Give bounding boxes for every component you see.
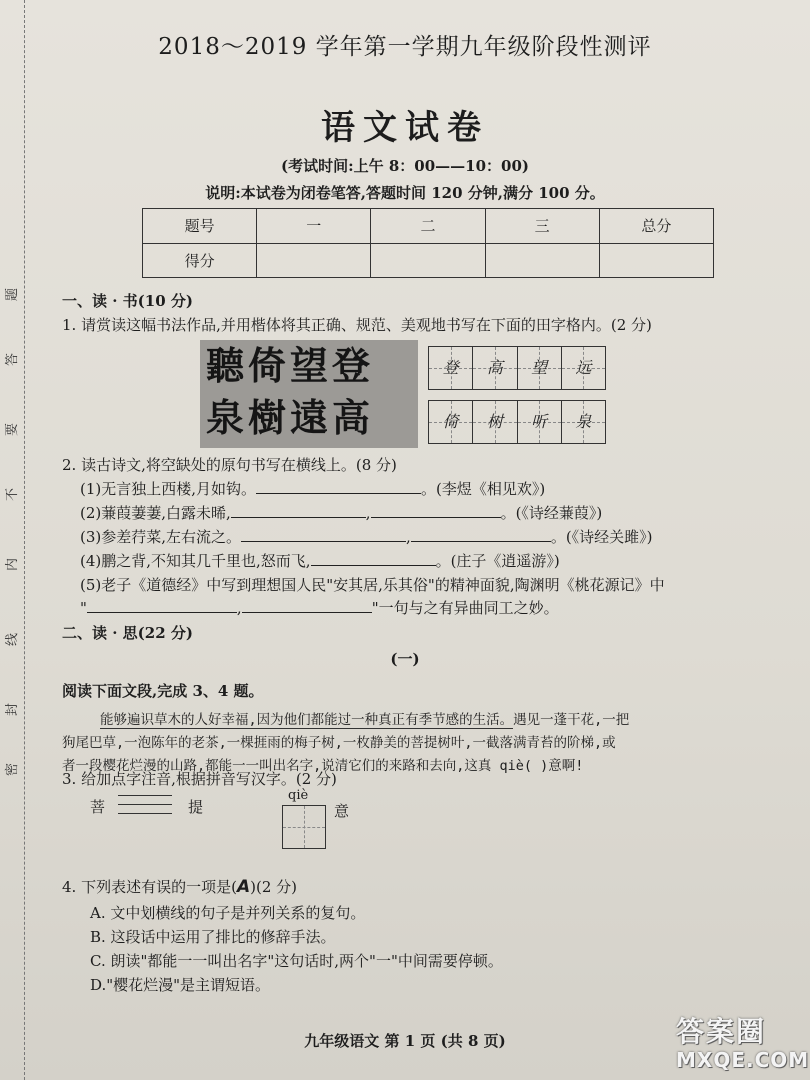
handwritten-char: 远 — [575, 358, 592, 377]
q2-2-suffix: 。(《诗经蒹葭》) — [500, 504, 603, 522]
question-4 — [62, 876, 297, 897]
margin-char: 要 — [5, 422, 21, 437]
question-2-1 — [80, 478, 545, 499]
handwritten-char: 高 — [486, 358, 503, 377]
option-c: C. 朗读"都能一一叫出名字"这句话时,两个"一"中间需要停顿。 — [90, 952, 503, 970]
watermark-line: 答案圈 — [676, 1015, 767, 1048]
answer-blank[interactable] — [87, 598, 237, 613]
tianzige-grid-row2[interactable] — [428, 400, 606, 444]
q4-prefix: 4. 下列表述有误的一项是( — [62, 878, 237, 896]
handwritten-char: 听 — [531, 412, 548, 431]
handwritten-answer: A — [236, 877, 251, 897]
score-table — [142, 208, 714, 278]
reading-instruction: 阅读下面文段,完成 3、4 题。 — [62, 682, 264, 700]
calligraphy-row: 泉樹遠高 — [206, 395, 375, 440]
handwritten-char: 泉 — [575, 412, 592, 431]
calligraphy-artwork — [200, 340, 418, 448]
q2-4-prefix: (4)鹏之背,不知其几千里也,怒而飞, — [80, 552, 311, 570]
answer-blank[interactable] — [242, 598, 372, 613]
exam-title: 2018～2019 学年第一学期九年级阶段性测评 — [158, 34, 652, 60]
margin-char: 密 — [5, 762, 21, 777]
q2-2-sep: , — [365, 504, 371, 522]
q3-char-ti: 提 — [188, 798, 204, 816]
score-cell[interactable] — [371, 243, 485, 278]
pinyin-lines[interactable] — [118, 795, 172, 822]
answer-blank[interactable] — [256, 479, 421, 494]
q3-pinyin: qiè — [288, 788, 309, 803]
tianzige-cell[interactable] — [518, 347, 562, 389]
question-2-2 — [80, 502, 602, 523]
q2-3-sep: , — [406, 528, 411, 546]
part-heading: (一) — [390, 650, 420, 668]
q2-5-open: " — [80, 599, 87, 617]
passage-line: 狗尾巴草,一泡陈年的老茶,一棵捱雨的梅子树,一枚静美的菩提树叶,一截落满青苔的阶梯,或 — [62, 735, 616, 751]
score-header-cell: 题号 — [143, 209, 257, 244]
answer-blank[interactable] — [371, 503, 501, 518]
answer-blank[interactable] — [411, 527, 551, 542]
score-cell[interactable] — [257, 243, 371, 278]
handwritten-char: 树 — [486, 412, 503, 431]
tianzige-grid-row1[interactable] — [428, 346, 606, 390]
score-header-cell: 总分 — [599, 209, 713, 244]
handwritten-char: 望 — [531, 358, 548, 377]
tianzige-cell[interactable] — [429, 347, 473, 389]
option-a: A. 文中划横线的句子是并列关系的复句。 — [90, 904, 366, 922]
score-row-label: 得分 — [143, 243, 257, 278]
q2-5-suffix: "一句与之有异曲同工之妙。 — [371, 599, 559, 617]
margin-char: 线 — [5, 632, 21, 647]
tianzige-cell[interactable] — [473, 401, 517, 443]
q3-char-yi: 意 — [334, 802, 350, 820]
q2-1-suffix: 。(李煜《相见欢》) — [421, 480, 546, 498]
option-d: D."樱花烂漫"是主谓短语。 — [90, 976, 271, 994]
margin-char: 内 — [5, 557, 21, 572]
page-footer: 九年级语文 第 1 页 (共 8 页) — [304, 1032, 506, 1050]
question-2-5-line1: (5)老子《道德经》中写到理想国人民"安其居,乐其俗"的精神面貌,陶渊明《桃花源记》中 — [80, 576, 665, 594]
answer-blank[interactable] — [231, 503, 366, 518]
score-header-cell: 三 — [485, 209, 599, 244]
tianzige-answer-box[interactable] — [282, 805, 326, 849]
passage-line — [100, 708, 629, 728]
q2-3-suffix: 。(《诗经关雎》) — [550, 528, 653, 546]
handwritten-char: 倚 — [442, 412, 459, 431]
question-2-5-line2 — [80, 597, 559, 618]
question-3: 3. 给加点字注音,根据拼音写汉字。(2 分) — [62, 770, 337, 788]
answer-blank[interactable] — [241, 527, 406, 542]
q2-3-prefix: (3)参差荇菜,左右流之。 — [80, 528, 242, 546]
tianzige-cell[interactable] — [473, 347, 517, 389]
score-cell[interactable] — [599, 243, 713, 278]
q2-2-prefix: (2)蒹葭萋萋,白露未晞, — [80, 504, 231, 522]
exam-time: (考试时间:上午 8：00——10：00) — [280, 157, 529, 175]
exam-note: 说明:本试卷为闭卷笔答,答题时间 120 分钟,满分 100 分。 — [205, 184, 605, 202]
subject-title: 语文试卷 — [321, 108, 489, 148]
section2-title: 二、读 · 思(22 分) — [62, 624, 193, 642]
option-b: B. 这段话中运用了排比的修辞手法。 — [90, 928, 336, 946]
question-2: 2. 读古诗文,将空缺处的原句书写在横线上。(8 分) — [62, 456, 397, 474]
margin-char: 答 — [5, 352, 21, 367]
watermark-logo — [676, 1010, 810, 1074]
score-header-cell: 一 — [257, 209, 371, 244]
question-2-4 — [80, 550, 560, 571]
tianzige-cell[interactable] — [562, 347, 605, 389]
score-header-cell: 二 — [371, 209, 485, 244]
q4-suffix: )(2 分) — [250, 878, 297, 896]
margin-char: 封 — [5, 702, 21, 717]
tianzige-cell[interactable] — [429, 401, 473, 443]
score-cell[interactable] — [485, 243, 599, 278]
question-2-3 — [80, 526, 653, 547]
tianzige-cell[interactable] — [562, 401, 605, 443]
watermark-line: MXQE.COM — [676, 1048, 810, 1072]
margin-char: 不 — [5, 487, 21, 502]
question-1: 1. 请赏读这幅书法作品,并用楷体将其正确、规范、美观地书写在下面的田字格内。(2 分) — [62, 316, 652, 334]
calligraphy-row: 聽倚望登 — [206, 343, 375, 388]
underlined-sentence: 能够遍识草木的人好幸福,因为他们都能过一种真正有季节感的生活。 — [100, 712, 514, 728]
q3-char-pu: 菩 — [90, 798, 106, 816]
margin-char: 题 — [5, 287, 21, 302]
q2-1-prefix: (1)无言独上西楼,月如钩。 — [80, 480, 257, 498]
passage-text: 遇见一蓬干花,一把 — [513, 712, 630, 728]
tianzige-cell[interactable] — [518, 401, 562, 443]
handwritten-char: 登 — [442, 358, 459, 377]
section1-title: 一、读 · 书(10 分) — [62, 292, 193, 310]
passage-line: 者一段樱花烂漫的山路,都能一一叫出名字,说清它们的来路和去向,这真 qiè( )意啊! — [62, 758, 584, 774]
answer-blank[interactable] — [311, 551, 436, 566]
q2-5-sep: , — [236, 599, 242, 617]
q2-4-suffix: 。(庄子《逍遥游》) — [435, 552, 560, 570]
